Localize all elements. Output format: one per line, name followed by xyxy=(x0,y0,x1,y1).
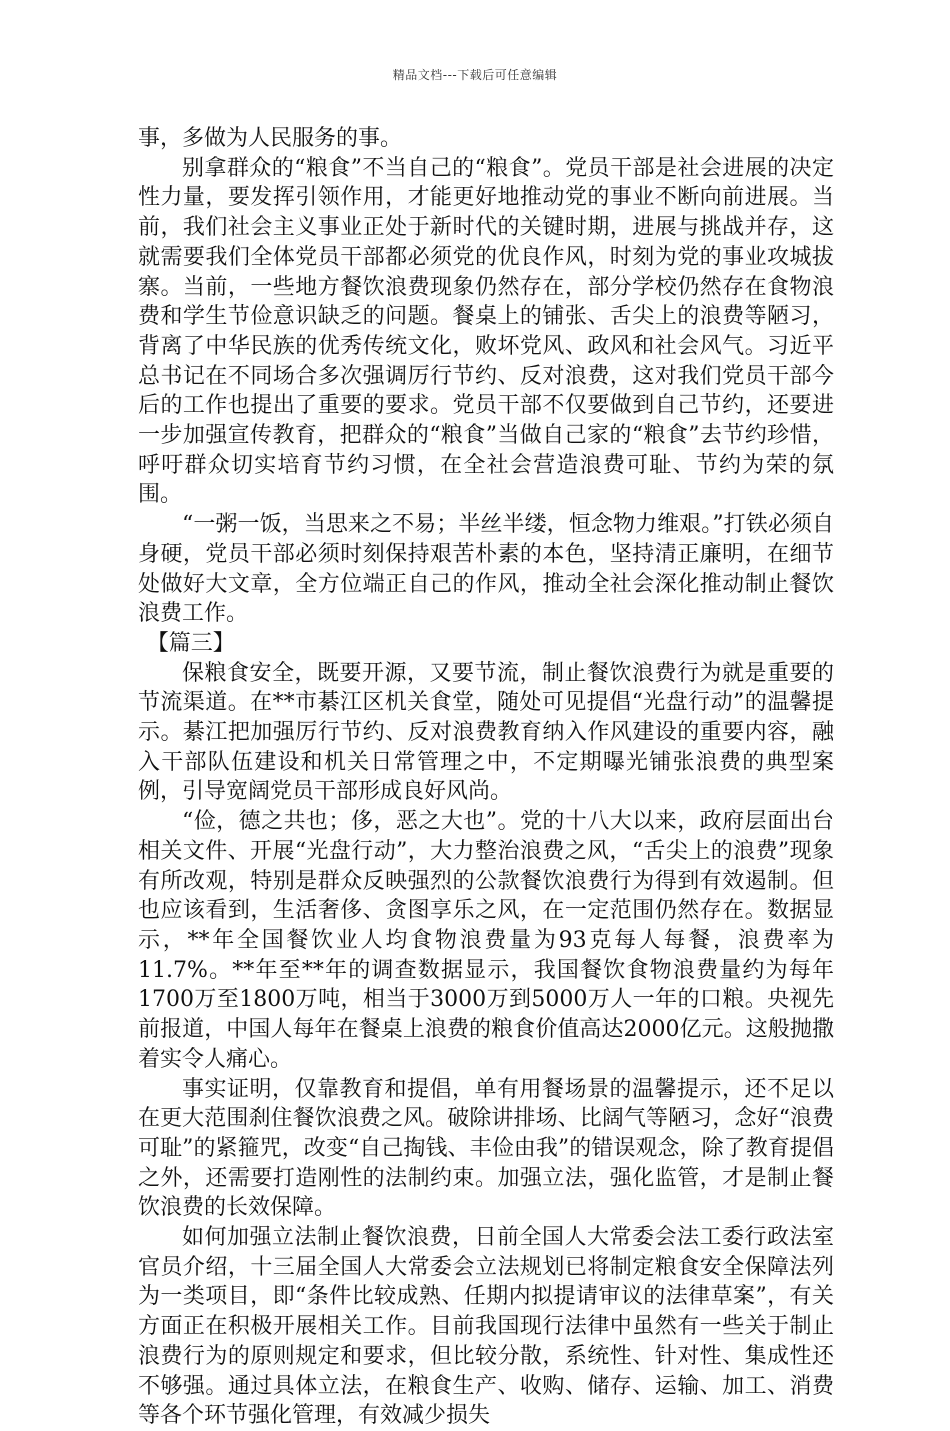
paragraph: 如何加强立法制止餐饮浪费，日前全国人大常委会法工委行政法室官员介绍，十三届全国人大常委会立法规划已将制定粮食安全保障法列为一类项目，即“条件比较成熟、任期内拟提请审议的法律草案”，有关方面正在积极开展相关工作。目前我国现行法律中虽然有一些关于制止浪费行为的原则规定和要求，但比较分散，系统性、针对性、集成性还不够强。通过具体立法，在粮食生产、收购、储存、运输、加工、消费等各个环节强化管理，有效减少损失 xyxy=(138,1225,834,1429)
paragraph: 事，多做为人民服务的事。 xyxy=(138,126,403,151)
paragraph: 别拿群众的“粮食”不当自己的“粮食”。党员干部是社会进展的决定性力量，要发挥引领作用，才能更好地推动党的事业不断向前进展。当前，我们社会主义事业正处于新时代的关键时期，进展与挑战并存，这就需要我们全体党员干部都必须党的优良作风，时刻为党的事业攻城拔寨。当前，一些地方餐饮浪费现象仍然存在，部分学校仍然存在食物浪费和学生节俭意识缺乏的问题。餐桌上的铺张、舌尖上的浪费等陋习，背离了中华民族的优秀传统文化，败坏党风、政风和社会风气。习近平总书记在不同场合多次强调厉行节约、反对浪费，这对我们党员干部今后的工作也提出了重要的要求。党员干部不仅要做到自己节约，还要进一步加强宣传教育，把群众的“粮食”当做自己家的“粮食”去节约珍惜，呼吁群众切实培育节约习惯，在全社会营造浪费可耻、节约为荣的氛围。 xyxy=(138,155,834,508)
section-heading: 【篇三】 xyxy=(146,630,235,656)
paragraph: “一粥一饭，当思来之不易；半丝半缕，恒念物力维艰。”打铁必须自身硬，党员干部必须时刻保持艰苦朴素的本色，坚持清正廉明，在细节处做好大文章，全方位端正自己的作风，推动全社会深化推动制止餐饮浪费工作。 xyxy=(138,512,834,627)
paragraph: “俭，德之共也；侈，恶之大也”。党的十八大以来，政府层面出台相关文件、开展“光盘行动”，大力整治浪费之风，“舌尖上的浪费”现象有所改观，特别是群众反映强烈的公款餐饮浪费行为得到有效遏制。但也应该看到，生活奢侈、贪图享乐之风，在一定范围仍然存在。数据显示，**年全国餐饮业人均食物浪费量为93克每人每餐，浪费率为11.7%。**年至**年的调查数据显示，我国餐饮食物浪费量约为每年1700万至1800万吨，相当于3000万到5000万人一年的口粮。央视先前报道，中国人每年在餐桌上浪费的粮食价值高达2000亿元。这般抛撒着实令人痛心。 xyxy=(138,809,834,1072)
page-header: 精品文档---下载后可任意编辑 xyxy=(392,68,558,82)
paragraph: 保粮食安全，既要开源，又要节流，制止餐饮浪费行为就是重要的节流渠道。在**市綦江区机关食堂，随处可见提倡“光盘行动”的温馨提示。綦江把加强厉行节约、反对浪费教育纳入作风建设的重要内容，融入干部队伍建设和机关日常管理之中，不定期曝光铺张浪费的典型案例，引导宽阔党员干部形成良好风尚。 xyxy=(138,660,834,805)
document-body xyxy=(138,124,834,1431)
paragraph: 事实证明，仅靠教育和提倡，单有用餐场景的温馨提示，还不足以在更大范围刹住餐饮浪费之风。破除讲排场、比阔气等陋习，念好“浪费可耻”的紧箍咒，改变“自己掏钱、丰俭由我”的错误观念，除了教育提倡之外，还需要打造刚性的法制约束。加强立法，强化监管，才是制止餐饮浪费的长效保障。 xyxy=(138,1076,834,1221)
